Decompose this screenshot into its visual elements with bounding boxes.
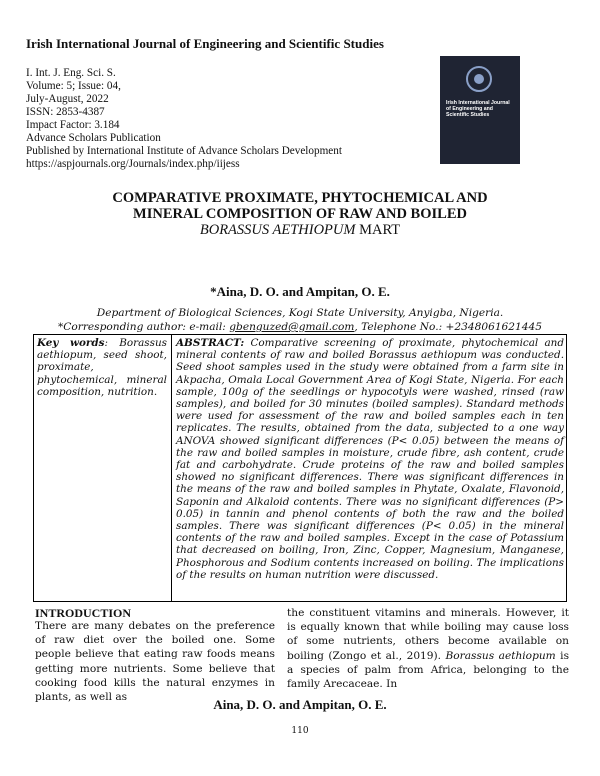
authors: *Aina, D. O. and Ampitan, O. E. [210, 284, 390, 299]
abstract-text: Comparative screening of proximate, phytochemical and mineral contents of raw and boiled Borassus aethiopum was conducted. Seed shoot samples used in the study were obtained from a farm site in Akpacha, Omala Local Government Area of Kogi State, Nigeria. For each sample, 100g of the seedlings or hypocotyls were washed, rinsed (raw samples), and boiled for 30 minutes (boiled samples). Standard methods were used for assessment of the raw and boiled samples each in ten replicates. The results, obtained from the data, subjected to a one way ANOVA showed significant differences (P< 0.05) between the means of the raw and boiled samples in moisture, crude fibre, ash content, crude fat and carbohydrate. Crude proteins of the raw and boiled samples showed no significant differences. There was significant differences in the means of the raw and boiled samples in Phytate, Oxalate, Flavonoid, Saponin and Alkaloid contents. There was no significant differences (P> 0.05) in tannin and phenol contents of both the raw and the boiled samples. There was significant differences (P< 0.05) in the mineral contents of the raw and boiled samples. Except in the case of Potassium that decreased on boiling, Iron, Zinc, Copper, Magnesium, Manganese, Phosphorous and Sodium contents increased on boiling. The implications of the results on human nutrition were discussed. [176, 337, 564, 581]
species-name: BORASSUS AETHIOPUM [199, 222, 356, 238]
title-line-3 [40, 222, 560, 238]
abstract [176, 337, 564, 581]
journal-url[interactable]: https://aspjournals.org/Journals/index.php/iijess [26, 158, 240, 170]
title-line-2: MINERAL COMPOSITION OF RAW AND BOILED [133, 206, 467, 222]
footer-authors: Aina, D. O. and Ampitan, O. E. [213, 697, 387, 712]
introduction-heading: INTRODUCTION [35, 606, 132, 620]
page-number: 110 [291, 726, 309, 736]
introduction-right-column [287, 606, 569, 691]
title-line-1: COMPARATIVE PROXIMATE, PHYTOCHEMICAL AND [112, 190, 488, 206]
paper-title [40, 190, 560, 238]
column-divider [171, 335, 172, 601]
intro-right-text-1: the constituent vitamins and minerals. However, it is equally known that while boiling may cause loss of some nutrients, others become available on boiling (Zongo et al., 2019). [287, 607, 569, 662]
cover-title: Irish International Journal of Engineering and Scientific Studies [446, 100, 510, 119]
email-link[interactable]: gbenguzed@gmail.com [229, 321, 355, 333]
published-by: Published by International Institute of Advance Scholars Development [26, 145, 342, 157]
affiliation: Department of Biological Sciences, Kogi State University, Anyigba, Nigeria. [96, 307, 504, 319]
journal-logo-icon [466, 66, 492, 92]
issn: ISSN: 2853-4387 [26, 106, 105, 118]
keywords-label: Key words [37, 337, 105, 349]
journal-abbreviation: I. Int. J. Eng. Sci. S. [26, 67, 116, 79]
intro-species-name: Borassus aethiopum [445, 649, 556, 662]
intro-right-text-2: is a species of palm from Africa, belonging to the family Arecaceae. In [287, 649, 570, 691]
publisher: Advance Scholars Publication [26, 132, 161, 144]
corresponding-prefix: *Corresponding author: e-mail: [57, 321, 230, 333]
publication-date: July-August, 2022 [26, 93, 109, 105]
introduction-left-column: There are many debates on the preference of raw diet over the boiled one. Some people believe that eating raw foods means getting more nutrients. Some believe that cooking food kills the natural enzymes in plants, as well as [35, 620, 275, 704]
keywords [37, 337, 167, 398]
volume-issue: Volume: 5; Issue: 04, [26, 80, 121, 92]
corresponding-author [30, 321, 570, 333]
journal-title: Irish International Journal of Engineering and Scientific Studies [26, 36, 384, 51]
journal-cover-image [440, 56, 520, 164]
impact-factor: Impact Factor: 3.184 [26, 119, 120, 131]
title-suffix: MART [355, 222, 401, 238]
keywords-text: : Borassus aethiopum, seed shoot, proximate, phytochemical, mineral composition, nutrition. [37, 337, 167, 398]
abstract-label: ABSTRACT: [176, 337, 245, 349]
telephone: , Telephone No.: +2348061621445 [354, 321, 542, 333]
